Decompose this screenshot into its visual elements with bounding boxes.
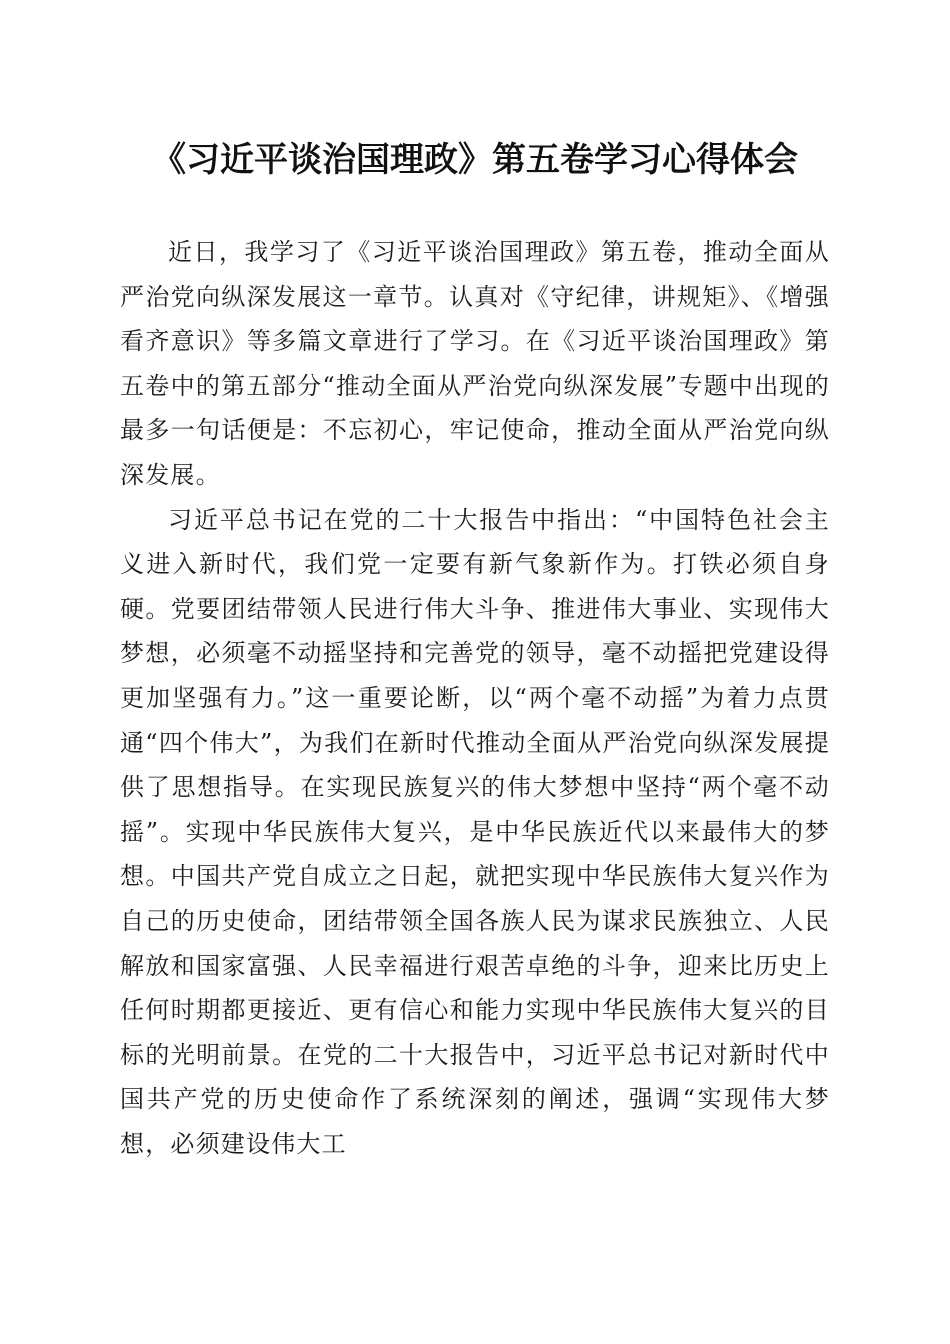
- paragraph-1: 近日，我学习了《习近平谈治国理政》第五卷，推动全面从严治党向纵深发展这一章节。认真对《守纪律，讲规矩》、《增强看齐意识》等多篇文章进行了学习。在《习近平谈治国理政》第五卷中的第五部分“推动全面从严治党向纵深发展”专题中出现的最多一句话便是：不忘初心，牢记使命，推动全面从严治党向纵深发展。: [120, 238, 830, 489]
- document-title: 《习近平谈治国理政》第五卷学习心得体会: [152, 140, 798, 180]
- document-body: [120, 230, 830, 1166]
- paragraph-2: 习近平总书记在党的二十大报告中指出：“中国特色社会主义进入新时代，我们党一定要有新气象新作为。打铁必须自身硬。党要团结带领人民进行伟大斗争、推进伟大事业、实现伟大梦想，必须毫不动摇坚持和完善党的领导，毫不动摇把党建设得更加坚强有力。”这一重要论断，以“两个毫不动摇”为着力点贯通“四个伟大”，为我们在新时代推动全面从严治党向纵深发展提供了思想指导。在实现民族复兴的伟大梦想中坚持“两个毫不动摇”。实现中华民族伟大复兴，是中华民族近代以来最伟大的梦想。中国共产党自成立之日起，就把实现中华民族伟大复兴作为自己的历史使命，团结带领全国各族人民为谋求民族独立、人民解放和国家富强、人民幸福进行艰苦卓绝的斗争，迎来比历史上任何时期都更接近、更有信心和能力实现中华民族伟大复兴的目标的光明前景。在党的二十大报告中，习近平总书记对新时代中国共产党的历史使命作了系统深刻的阐述，强调“实现伟大梦想，必须建设伟大工: [120, 505, 830, 1158]
